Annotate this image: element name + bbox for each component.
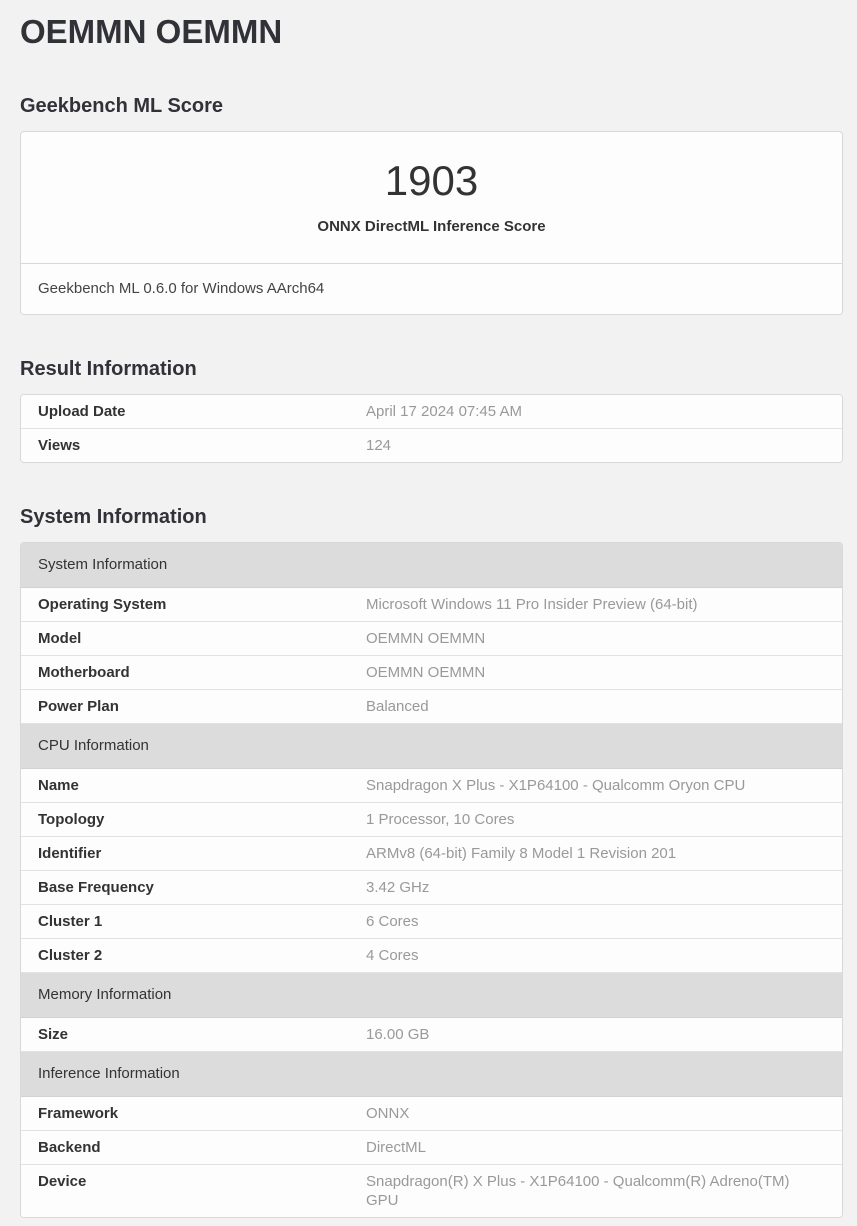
row-label: Backend — [38, 1139, 101, 1156]
row-label: Upload Date — [38, 403, 126, 420]
table-row — [21, 1131, 842, 1165]
row-label: Size — [38, 1026, 69, 1043]
row-value: 3.42 GHz — [366, 879, 430, 896]
score-card-footer: Geekbench ML 0.6.0 for Windows AArch64 — [21, 263, 842, 314]
table-group-header: System Information — [21, 543, 842, 588]
table-row — [21, 1165, 842, 1217]
row-value: OEMMN OEMMN — [366, 664, 486, 681]
table-row — [21, 395, 842, 429]
page-title: OEMMN OEMMN — [20, 13, 283, 50]
table-group-header: Inference Information — [21, 1052, 842, 1097]
row-label: Topology — [38, 811, 105, 828]
row-value: OEMMN OEMMN — [366, 630, 486, 647]
table-row — [21, 588, 842, 622]
page — [20, 12, 843, 1226]
row-label: Cluster 2 — [38, 947, 103, 964]
row-label: Cluster 1 — [38, 913, 103, 930]
result-info-table — [20, 394, 843, 463]
row-value: Snapdragon(R) X Plus - X1P64100 - Qualcomm(R) Adreno(TM) GPU — [366, 1173, 790, 1209]
table-row — [21, 622, 842, 656]
score-body — [21, 132, 842, 263]
table-row — [21, 803, 842, 837]
row-label: Power Plan — [38, 698, 119, 715]
row-value: 6 Cores — [366, 913, 419, 930]
row-label: Model — [38, 630, 82, 647]
row-value: Microsoft Windows 11 Pro Insider Preview (64-bit) — [366, 596, 698, 613]
system-info-table — [20, 542, 843, 1218]
table-row — [21, 1097, 842, 1131]
table-row — [21, 905, 842, 939]
row-value: Snapdragon X Plus - X1P64100 - Qualcomm Oryon CPU — [366, 777, 746, 794]
system-info-heading: System Information — [20, 506, 207, 528]
score-label: ONNX DirectML Inference Score — [317, 218, 546, 235]
table-row — [21, 429, 842, 462]
table-group-header: CPU Information — [21, 724, 842, 769]
row-value: 16.00 GB — [366, 1026, 430, 1043]
table-row — [21, 871, 842, 905]
row-value: Balanced — [366, 698, 429, 715]
row-value: ARMv8 (64-bit) Family 8 Model 1 Revision 201 — [366, 845, 677, 862]
row-value: DirectML — [366, 1139, 427, 1156]
row-label: Identifier — [38, 845, 102, 862]
row-label: Base Frequency — [38, 879, 154, 896]
row-label: Operating System — [38, 596, 167, 613]
row-value: 1 Processor, 10 Cores — [366, 811, 515, 828]
table-row — [21, 656, 842, 690]
table-row — [21, 1018, 842, 1052]
table-row — [21, 769, 842, 803]
score-value: 1903 — [384, 157, 479, 204]
row-label: Device — [38, 1173, 87, 1190]
row-value: April 17 2024 07:45 AM — [366, 403, 522, 420]
table-row — [21, 837, 842, 871]
score-section-heading: Geekbench ML Score — [20, 95, 224, 117]
row-label: Views — [38, 437, 81, 454]
row-value: 124 — [366, 437, 392, 454]
result-info-heading: Result Information — [20, 358, 197, 380]
table-group-header: Memory Information — [21, 973, 842, 1018]
row-value: ONNX — [366, 1105, 410, 1122]
row-label: Framework — [38, 1105, 119, 1122]
score-card — [20, 131, 843, 315]
row-label: Motherboard — [38, 664, 130, 681]
row-value: 4 Cores — [366, 947, 419, 964]
row-label: Name — [38, 777, 79, 794]
table-row — [21, 939, 842, 973]
table-row — [21, 690, 842, 724]
